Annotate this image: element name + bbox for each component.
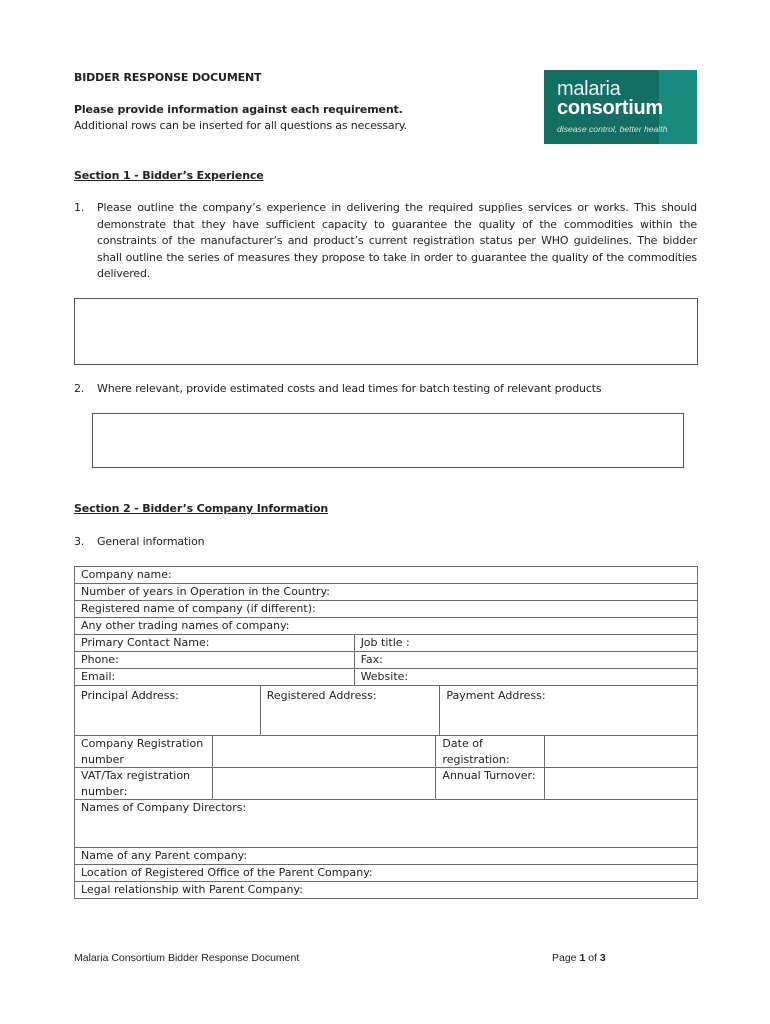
company-directors-field[interactable]: Names of Company Directors: [75,800,698,848]
question-2-answer-box[interactable] [92,413,684,468]
company-registration-number-label: Company Registration number [75,736,213,768]
page-total: 3 [599,952,606,964]
payment-address-field[interactable]: Payment Address: [440,686,698,736]
table-row [75,882,698,899]
table-row [75,618,698,635]
logo-line-1: malaria [557,78,621,100]
page-prefix: Page [552,952,577,964]
parent-company-field[interactable]: Name of any Parent company: [75,848,698,865]
instruction-bold: Please provide information against each requirement. [74,103,403,116]
email-field[interactable]: Email: [75,669,355,686]
date-of-registration-input[interactable] [545,736,698,768]
table-row [75,800,698,848]
table-row [75,584,698,601]
document-title: BIDDER RESPONSE DOCUMENT [74,71,262,84]
table-row [75,768,698,800]
footer-document-name: Malaria Consortium Bidder Response Document [74,952,300,964]
website-field[interactable]: Website: [354,669,697,686]
question-1-number: 1. [74,201,85,214]
table-row [75,567,698,584]
page-of: of [588,952,597,964]
trading-names-field[interactable]: Any other trading names of company: [75,618,698,635]
question-3-number: 3. [74,535,85,548]
parent-office-location-field[interactable]: Location of Registered Office of the Parent Company: [75,865,698,882]
table-row [75,865,698,882]
job-title-field[interactable]: Job title : [354,635,697,652]
annual-turnover-input[interactable] [545,768,698,800]
annual-turnover-label: Annual Turnover: [436,768,545,800]
question-1-text: Please outline the company’s experience in delivering the required supplies services or works. This should demonstrate that they have sufficient capacity to guarantee the quality of the commodities within the constraints of the manufacturer’s and product’s current registration status per WHO guidelines. The bidder shall outline the series of measures they propose to take in order to guarantee the quality of the commodities delivered. [97,201,697,281]
logo-line-2: consortium [557,97,663,119]
instruction-text: Additional rows can be inserted for all questions as necessary. [74,119,408,132]
table-row [75,652,698,669]
years-in-operation-field[interactable]: Number of years in Operation in the Country: [75,584,698,601]
logo-tagline: disease control, better health [557,124,668,134]
footer-page-number [552,952,606,964]
question-3-text: General information [97,535,205,548]
company-name-field[interactable]: Company name: [75,567,698,584]
registered-name-field[interactable]: Registered name of company (if different): [75,601,698,618]
page-current: 1 [579,952,586,964]
section-2-heading: Section 2 - Bidder’s Company Information [74,502,329,515]
principal-address-field[interactable]: Principal Address: [75,686,261,736]
table-row [75,848,698,865]
vat-registration-number-input[interactable] [212,768,436,800]
registered-address-field[interactable]: Registered Address: [260,686,440,736]
table-row [75,601,698,618]
question-1-answer-box[interactable] [74,298,698,365]
table-row [75,635,698,652]
general-information-table [74,566,698,899]
table-row [75,736,698,768]
company-registration-number-input[interactable] [212,736,436,768]
section-1-heading: Section 1 - Bidder’s Experience [74,169,264,182]
malaria-consortium-logo [544,70,697,144]
fax-field[interactable]: Fax: [354,652,697,669]
question-2-text: Where relevant, provide estimated costs and lead times for batch testing of relevant products [97,382,602,395]
date-of-registration-label: Date of registration: [436,736,545,768]
phone-field[interactable]: Phone: [75,652,355,669]
vat-registration-number-label: VAT/Tax registration number: [75,768,213,800]
table-row [75,669,698,686]
primary-contact-field[interactable]: Primary Contact Name: [75,635,355,652]
question-2-number: 2. [74,382,85,395]
parent-relationship-field[interactable]: Legal relationship with Parent Company: [75,882,698,899]
table-row [75,686,698,736]
